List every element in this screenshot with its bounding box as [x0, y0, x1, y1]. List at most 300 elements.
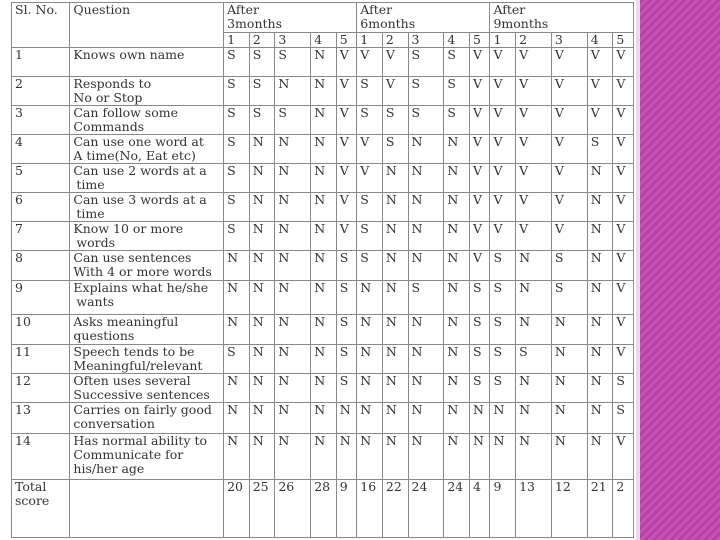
score-cell: N — [587, 434, 613, 480]
score-cell: N — [408, 222, 444, 251]
score-cell: N — [587, 345, 613, 374]
total-score-cell: 25 — [249, 480, 275, 538]
score-cell: N — [516, 403, 552, 434]
score-cell: S — [551, 281, 587, 315]
table-row — [12, 374, 634, 403]
total-score-cell: 16 — [357, 480, 383, 538]
sub-column-header: 5 — [613, 33, 634, 48]
score-cell: S — [587, 135, 613, 164]
score-cell: V — [551, 222, 587, 251]
score-cell: V — [613, 48, 634, 77]
score-cell: S — [249, 106, 275, 135]
score-cell: S — [490, 281, 516, 315]
score-cell: V — [490, 222, 516, 251]
score-cell: V — [551, 77, 587, 106]
score-cell: S — [224, 77, 250, 106]
score-cell: N — [551, 345, 587, 374]
score-cell: S — [224, 345, 250, 374]
score-cell: N — [311, 135, 337, 164]
row-number: 5 — [12, 164, 70, 193]
score-cell: N — [587, 164, 613, 193]
row-number: 11 — [12, 345, 70, 374]
question-cell — [70, 281, 224, 315]
score-cell: N — [382, 315, 408, 345]
score-cell: S — [444, 106, 470, 135]
score-cell: N — [311, 434, 337, 480]
score-cell: N — [490, 403, 516, 434]
score-cell: N — [311, 281, 337, 315]
score-cell: S — [249, 77, 275, 106]
total-score-cell: 4 — [469, 480, 489, 538]
score-cell: S — [469, 315, 489, 345]
row-number: 1 — [12, 48, 70, 77]
sub-column-header: 2 — [382, 33, 408, 48]
score-cell: S — [382, 135, 408, 164]
table-row — [12, 77, 634, 106]
score-cell: V — [516, 135, 552, 164]
score-cell: N — [249, 251, 275, 281]
score-cell: V — [469, 251, 489, 281]
question-line: time — [76, 206, 105, 221]
score-cell: S — [357, 77, 383, 106]
question-cell — [70, 345, 224, 374]
total-row — [12, 480, 634, 538]
score-cell: V — [336, 48, 356, 77]
score-cell: N — [311, 403, 337, 434]
table-row — [12, 345, 634, 374]
score-cell: N — [275, 251, 311, 281]
score-cell: N — [382, 434, 408, 480]
score-cell: S — [224, 222, 250, 251]
score-cell: N — [249, 434, 275, 480]
score-cell: N — [408, 403, 444, 434]
score-cell: N — [249, 135, 275, 164]
question-line: Has normal ability to — [73, 433, 208, 448]
question-line: Responds to — [73, 76, 152, 91]
score-cell: S — [516, 345, 552, 374]
score-cell: V — [336, 164, 356, 193]
score-cell: N — [408, 251, 444, 281]
score-cell: N — [444, 193, 470, 222]
sub-column-header: 1 — [490, 33, 516, 48]
score-cell: V — [613, 106, 634, 135]
total-score-cell: 22 — [382, 480, 408, 538]
score-cell: N — [275, 403, 311, 434]
score-cell: N — [275, 164, 311, 193]
score-cell: N — [275, 77, 311, 106]
score-cell: S — [275, 48, 311, 77]
score-cell: S — [490, 374, 516, 403]
score-cell: S — [469, 345, 489, 374]
score-cell: V — [490, 193, 516, 222]
score-cell: V — [516, 106, 552, 135]
score-cell: V — [469, 135, 489, 164]
score-cell: N — [336, 434, 356, 480]
score-cell: N — [408, 164, 444, 193]
table-row — [12, 315, 634, 345]
score-cell: V — [469, 164, 489, 193]
score-cell: S — [408, 77, 444, 106]
score-cell: V — [613, 251, 634, 281]
score-cell: S — [490, 251, 516, 281]
score-cell: N — [311, 193, 337, 222]
score-cell: N — [311, 374, 337, 403]
sub-column-header: 3 — [275, 33, 311, 48]
header-row — [12, 3, 634, 33]
total-score-cell: 9 — [336, 480, 356, 538]
score-cell: V — [516, 222, 552, 251]
score-cell: N — [357, 315, 383, 345]
question-line: Know 10 or more — [73, 221, 184, 236]
score-cell: V — [490, 106, 516, 135]
score-cell: V — [469, 48, 489, 77]
score-cell: N — [408, 434, 444, 480]
score-cell: V — [551, 193, 587, 222]
score-cell: N — [516, 251, 552, 281]
table-row — [12, 251, 634, 281]
score-cell: V — [613, 315, 634, 345]
total-label-line: Total — [15, 479, 47, 494]
score-cell: V — [613, 193, 634, 222]
score-cell: N — [382, 281, 408, 315]
question-line: Can use one word at — [73, 134, 204, 149]
table-body — [12, 3, 634, 538]
sub-column-header: 4 — [311, 33, 337, 48]
score-cell: V — [613, 135, 634, 164]
score-cell: V — [336, 193, 356, 222]
sub-column-header: 2 — [516, 33, 552, 48]
score-cell: N — [224, 251, 250, 281]
score-cell: N — [444, 222, 470, 251]
score-cell: V — [382, 48, 408, 77]
sub-column-header: 5 — [469, 33, 489, 48]
question-cell — [70, 193, 224, 222]
score-cell: S — [336, 374, 356, 403]
decorative-sidebar — [640, 0, 720, 540]
score-cell: S — [275, 106, 311, 135]
score-cell: V — [613, 345, 634, 374]
question-line: questions — [73, 328, 135, 343]
score-cell: N — [444, 434, 470, 480]
score-cell: V — [551, 106, 587, 135]
score-cell: N — [587, 281, 613, 315]
score-cell: V — [336, 222, 356, 251]
score-cell: S — [408, 48, 444, 77]
score-cell: S — [336, 281, 356, 315]
score-cell: S — [382, 106, 408, 135]
score-cell: V — [469, 106, 489, 135]
sub-column-header: 5 — [336, 33, 356, 48]
score-cell: V — [357, 135, 383, 164]
score-cell: V — [551, 135, 587, 164]
score-cell: N — [311, 77, 337, 106]
score-cell: N — [275, 345, 311, 374]
score-cell: N — [249, 345, 275, 374]
score-cell: N — [382, 164, 408, 193]
score-cell: N — [275, 135, 311, 164]
question-line: his/her age — [73, 461, 145, 476]
score-cell: V — [551, 48, 587, 77]
question-line: Speech tends to be — [73, 344, 195, 359]
score-cell: N — [275, 222, 311, 251]
score-cell: N — [551, 315, 587, 345]
score-cell: N — [587, 374, 613, 403]
score-cell: N — [311, 106, 337, 135]
score-cell: S — [490, 345, 516, 374]
score-cell: N — [311, 164, 337, 193]
score-cell: S — [469, 374, 489, 403]
score-table — [11, 2, 634, 538]
question-header: Question — [70, 3, 224, 48]
question-cell — [70, 106, 224, 135]
question-cell — [70, 434, 224, 480]
table-row — [12, 48, 634, 77]
row-number: 2 — [12, 77, 70, 106]
score-cell: N — [444, 251, 470, 281]
score-cell: N — [382, 251, 408, 281]
score-cell: N — [357, 374, 383, 403]
question-line: Often uses several — [73, 373, 191, 388]
question-line: A time(No, Eat etc) — [73, 148, 196, 163]
question-cell — [70, 135, 224, 164]
question-line: No or Stop — [73, 90, 143, 105]
score-cell: N — [224, 315, 250, 345]
score-cell: S — [224, 106, 250, 135]
sub-column-header: 1 — [224, 33, 250, 48]
question-cell — [70, 374, 224, 403]
score-cell: V — [490, 135, 516, 164]
group-header-6months: After 6months — [357, 3, 490, 33]
table-row — [12, 403, 634, 434]
sub-column-header: 3 — [551, 33, 587, 48]
question-cell — [70, 403, 224, 434]
score-cell: N — [275, 374, 311, 403]
score-cell: S — [336, 315, 356, 345]
total-score-cell: 20 — [224, 480, 250, 538]
score-cell: S — [336, 345, 356, 374]
score-cell: N — [551, 374, 587, 403]
score-cell: S — [408, 106, 444, 135]
question-line: Successive sentences — [73, 387, 210, 402]
score-cell: N — [249, 222, 275, 251]
score-cell: N — [444, 403, 470, 434]
score-cell: V — [587, 77, 613, 106]
question-line: With 4 or more words — [73, 264, 212, 279]
row-number: 6 — [12, 193, 70, 222]
row-number: 8 — [12, 251, 70, 281]
score-cell: N — [444, 345, 470, 374]
score-cell: V — [613, 281, 634, 315]
table-row — [12, 164, 634, 193]
score-cell: N — [224, 374, 250, 403]
question-line: Can use sentences — [73, 250, 192, 265]
score-cell: V — [490, 77, 516, 106]
score-cell: N — [382, 222, 408, 251]
score-cell: S — [613, 374, 634, 403]
score-cell: N — [408, 193, 444, 222]
row-number: 9 — [12, 281, 70, 315]
score-cell: N — [516, 315, 552, 345]
question-line: Explains what he/she — [73, 280, 209, 295]
row-number: 14 — [12, 434, 70, 480]
total-score-cell: 2 — [613, 480, 634, 538]
score-cell: V — [516, 77, 552, 106]
row-number: 10 — [12, 315, 70, 345]
question-line: Can follow some — [73, 105, 178, 120]
score-cell: N — [516, 434, 552, 480]
score-cell: N — [311, 345, 337, 374]
score-cell: N — [587, 222, 613, 251]
score-cell: V — [613, 434, 634, 480]
score-cell: N — [469, 434, 489, 480]
question-line: Meaningful/relevant — [73, 358, 203, 373]
question-cell — [70, 251, 224, 281]
row-number: 7 — [12, 222, 70, 251]
score-cell: N — [275, 281, 311, 315]
sub-column-header: 4 — [587, 33, 613, 48]
score-cell: N — [408, 345, 444, 374]
score-cell: N — [311, 315, 337, 345]
score-cell: V — [587, 48, 613, 77]
score-cell: N — [311, 48, 337, 77]
question-line: conversation — [73, 416, 155, 431]
score-cell: N — [357, 403, 383, 434]
score-cell: N — [275, 193, 311, 222]
row-number: 12 — [12, 374, 70, 403]
score-cell: V — [551, 164, 587, 193]
score-cell: N — [249, 281, 275, 315]
score-cell: S — [357, 193, 383, 222]
total-score-cell: 26 — [275, 480, 311, 538]
score-cell: V — [469, 77, 489, 106]
score-cell: N — [357, 434, 383, 480]
score-cell: S — [224, 135, 250, 164]
score-cell: S — [224, 164, 250, 193]
score-cell: N — [444, 374, 470, 403]
question-line: time — [76, 177, 105, 192]
question-line: Asks meaningful — [73, 314, 179, 329]
question-line: Communicate for — [73, 447, 184, 462]
score-cell: V — [516, 193, 552, 222]
score-cell: N — [382, 193, 408, 222]
question-line: words — [76, 235, 116, 250]
score-cell: N — [444, 281, 470, 315]
table-row — [12, 193, 634, 222]
score-cell: V — [357, 48, 383, 77]
score-cell: N — [357, 281, 383, 315]
question-line: wants — [76, 294, 115, 309]
score-cell: V — [613, 222, 634, 251]
row-number: 13 — [12, 403, 70, 434]
score-cell: V — [490, 164, 516, 193]
score-cell: N — [444, 164, 470, 193]
question-line: Can use 2 words at a — [73, 163, 207, 178]
score-cell: N — [357, 345, 383, 374]
score-cell: V — [469, 193, 489, 222]
score-cell: N — [587, 193, 613, 222]
score-cell: N — [311, 222, 337, 251]
table-row — [12, 222, 634, 251]
table-row — [12, 135, 634, 164]
total-label — [12, 480, 70, 538]
sub-column-header: 3 — [408, 33, 444, 48]
score-cell: N — [249, 315, 275, 345]
score-cell: V — [613, 164, 634, 193]
question-cell — [70, 315, 224, 345]
row-number: 3 — [12, 106, 70, 135]
question-line: Commands — [73, 119, 145, 134]
question-cell — [70, 77, 224, 106]
score-cell: S — [490, 315, 516, 345]
score-cell: V — [469, 222, 489, 251]
score-cell: S — [357, 222, 383, 251]
score-cell: N — [336, 403, 356, 434]
score-cell: N — [249, 164, 275, 193]
score-cell: N — [587, 315, 613, 345]
score-cell: V — [587, 106, 613, 135]
score-cell: V — [382, 77, 408, 106]
sub-column-header: 2 — [249, 33, 275, 48]
score-cell: S — [469, 281, 489, 315]
score-cell: N — [382, 345, 408, 374]
score-cell: N — [408, 315, 444, 345]
score-cell: N — [224, 434, 250, 480]
score-cell: V — [336, 135, 356, 164]
total-score-cell: 24 — [408, 480, 444, 538]
sl-no-header: Sl. No. — [12, 3, 70, 48]
score-cell: S — [357, 106, 383, 135]
score-cell: S — [224, 48, 250, 77]
question-cell — [70, 222, 224, 251]
score-cell: V — [613, 77, 634, 106]
score-cell: V — [516, 164, 552, 193]
question-cell — [70, 164, 224, 193]
score-cell: N — [382, 403, 408, 434]
score-cell: N — [444, 135, 470, 164]
score-cell: N — [224, 281, 250, 315]
score-cell: N — [382, 374, 408, 403]
row-number: 4 — [12, 135, 70, 164]
total-score-cell: 28 — [311, 480, 337, 538]
score-cell: V — [490, 48, 516, 77]
score-cell: N — [311, 251, 337, 281]
score-cell: S — [357, 251, 383, 281]
table-row — [12, 434, 634, 480]
table-row — [12, 106, 634, 135]
question-line: Knows own name — [73, 47, 185, 62]
score-cell: N — [444, 315, 470, 345]
question-cell — [70, 48, 224, 77]
score-cell: S — [336, 251, 356, 281]
score-cell: S — [249, 48, 275, 77]
score-cell: S — [551, 251, 587, 281]
score-cell: N — [587, 403, 613, 434]
score-cell: N — [516, 374, 552, 403]
score-cell: N — [249, 374, 275, 403]
group-header-9months: After 9months — [490, 3, 634, 33]
score-cell: N — [408, 374, 444, 403]
total-score-cell: 13 — [516, 480, 552, 538]
score-cell: S — [444, 77, 470, 106]
score-cell: S — [444, 48, 470, 77]
score-cell: N — [516, 281, 552, 315]
score-cell: N — [551, 403, 587, 434]
total-question-blank — [70, 480, 224, 538]
score-cell: N — [249, 403, 275, 434]
total-score-cell: 24 — [444, 480, 470, 538]
score-cell: N — [224, 403, 250, 434]
question-line: Can use 3 words at a — [73, 192, 207, 207]
